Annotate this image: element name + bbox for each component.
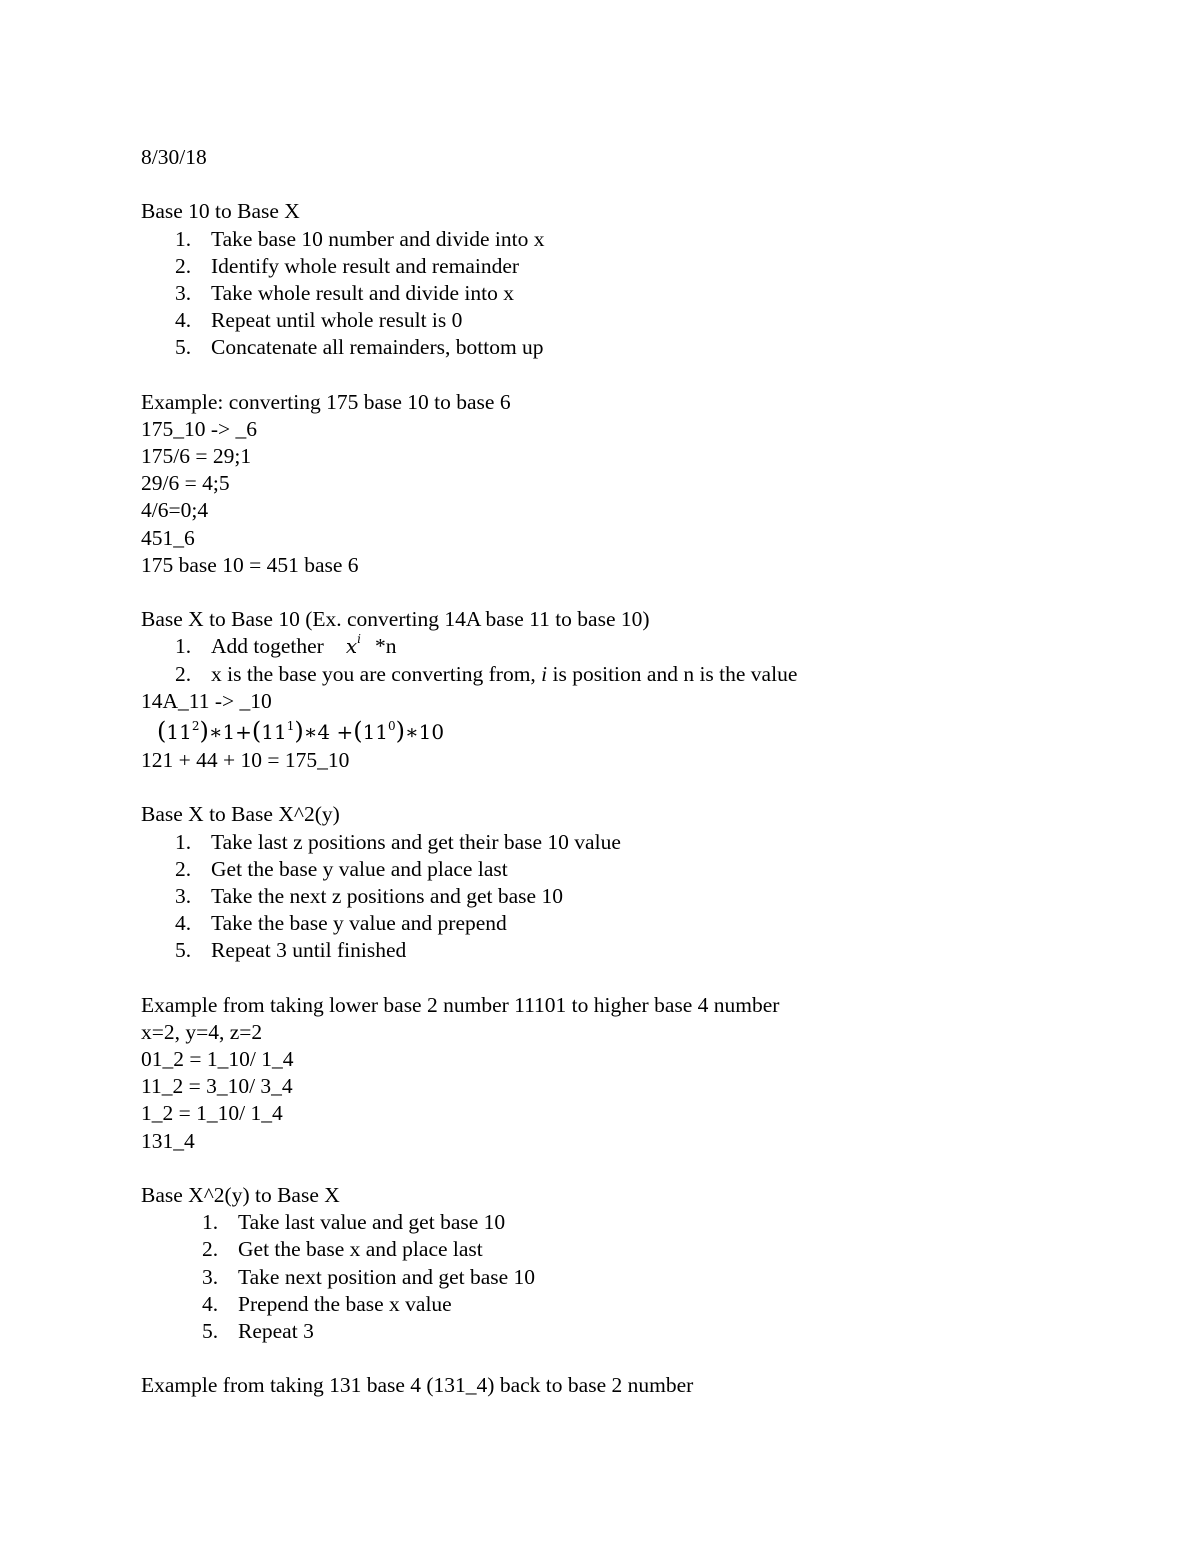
section-heading-basex-to-base10: Base X to Base 10 (Ex. converting 14A base 11 to base 10) (141, 607, 650, 632)
list-item: 4. Take the base y value and prepend (175, 911, 507, 936)
expansion-formula: $(11^2)∗1+(11^1)∗4$ $+(11^0)∗10$ (157, 716, 445, 745)
example-line: 29/6 = 4;5 (141, 471, 230, 496)
list-item: 3. Take whole result and divide into x (175, 280, 515, 305)
example-line: x=2, y=4, z=2 (141, 1019, 263, 1044)
list-item: 1. Add together $x^i$ *n (175, 632, 397, 659)
example-line: 1_2 = 1_10/ 1_4 (141, 1101, 283, 1126)
steps-list-basex2-to-basex (141, 1209, 1141, 1345)
example-line: 131_4 (141, 1128, 195, 1153)
list-item: 3. Take next position and get base 10 (202, 1264, 536, 1289)
steps-list-basex-to-base10 (141, 633, 1141, 687)
example-heading-11101: Example from taking lower base 2 number 11101 to higher base 4 number (141, 992, 780, 1017)
list-item: 2. Get the base x and place last (202, 1237, 483, 1262)
section-heading-basex2-to-basex: Base X^2(y) to Base X (141, 1182, 340, 1207)
list-item: 5. Concatenate all remainders, bottom up (175, 335, 544, 360)
list-item: 5. Repeat 3 until finished (175, 938, 407, 963)
list-item: 2. Get the base y value and place last (175, 856, 508, 881)
list-item: 4. Prepend the base x value (202, 1291, 452, 1316)
steps-list-base10-to-basex (141, 226, 1141, 362)
list-item: 5. Repeat 3 (202, 1318, 314, 1343)
example-line: 11_2 = 3_10/ 3_4 (141, 1074, 293, 1099)
list-item: 1. Take last value and get base 10 (202, 1210, 506, 1235)
list-item: 3. Take the next z positions and get base 10 (175, 883, 563, 908)
steps-list-basex-to-basex2 (141, 829, 1141, 965)
section-heading-basex-to-basex2: Base X to Base X^2(y) (141, 802, 340, 827)
result-line-175: 121 + 44 + 10 = 175_10 (141, 747, 350, 772)
formula-x-power-i: $x^i$ (345, 632, 361, 659)
example-line: 175/6 = 29;1 (141, 444, 252, 469)
conversion-line-14a: 14A_11 -> _10 (141, 688, 272, 713)
section-heading-base10-to-basex: Base 10 to Base X (141, 199, 300, 224)
list-item: 2. Identify whole result and remainder (175, 253, 520, 278)
list-item: 1. Take base 10 number and divide into x (175, 226, 545, 251)
document-page (141, 144, 1141, 1399)
example-line: 175_10 -> _6 (141, 416, 258, 441)
example-line: 175 base 10 = 451 base 6 (141, 552, 359, 577)
list-item: 4. Repeat until whole result is 0 (175, 308, 463, 333)
example-heading-131: Example from taking 131 base 4 (131_4) back to base 2 number (141, 1373, 694, 1398)
example-heading-175: Example: converting 175 base 10 to base 6 (141, 389, 511, 414)
list-item: 2. x is the base you are converting from, i is position and n is the value (175, 661, 798, 686)
example-line: 451_6 (141, 525, 195, 550)
example-line: 01_2 = 1_10/ 1_4 (141, 1047, 294, 1071)
list-item: 1. Take last z positions and get their base 10 value (175, 829, 621, 854)
date-line: 8/30/18 (141, 145, 207, 169)
example-line: 4/6=0;4 (141, 498, 209, 523)
